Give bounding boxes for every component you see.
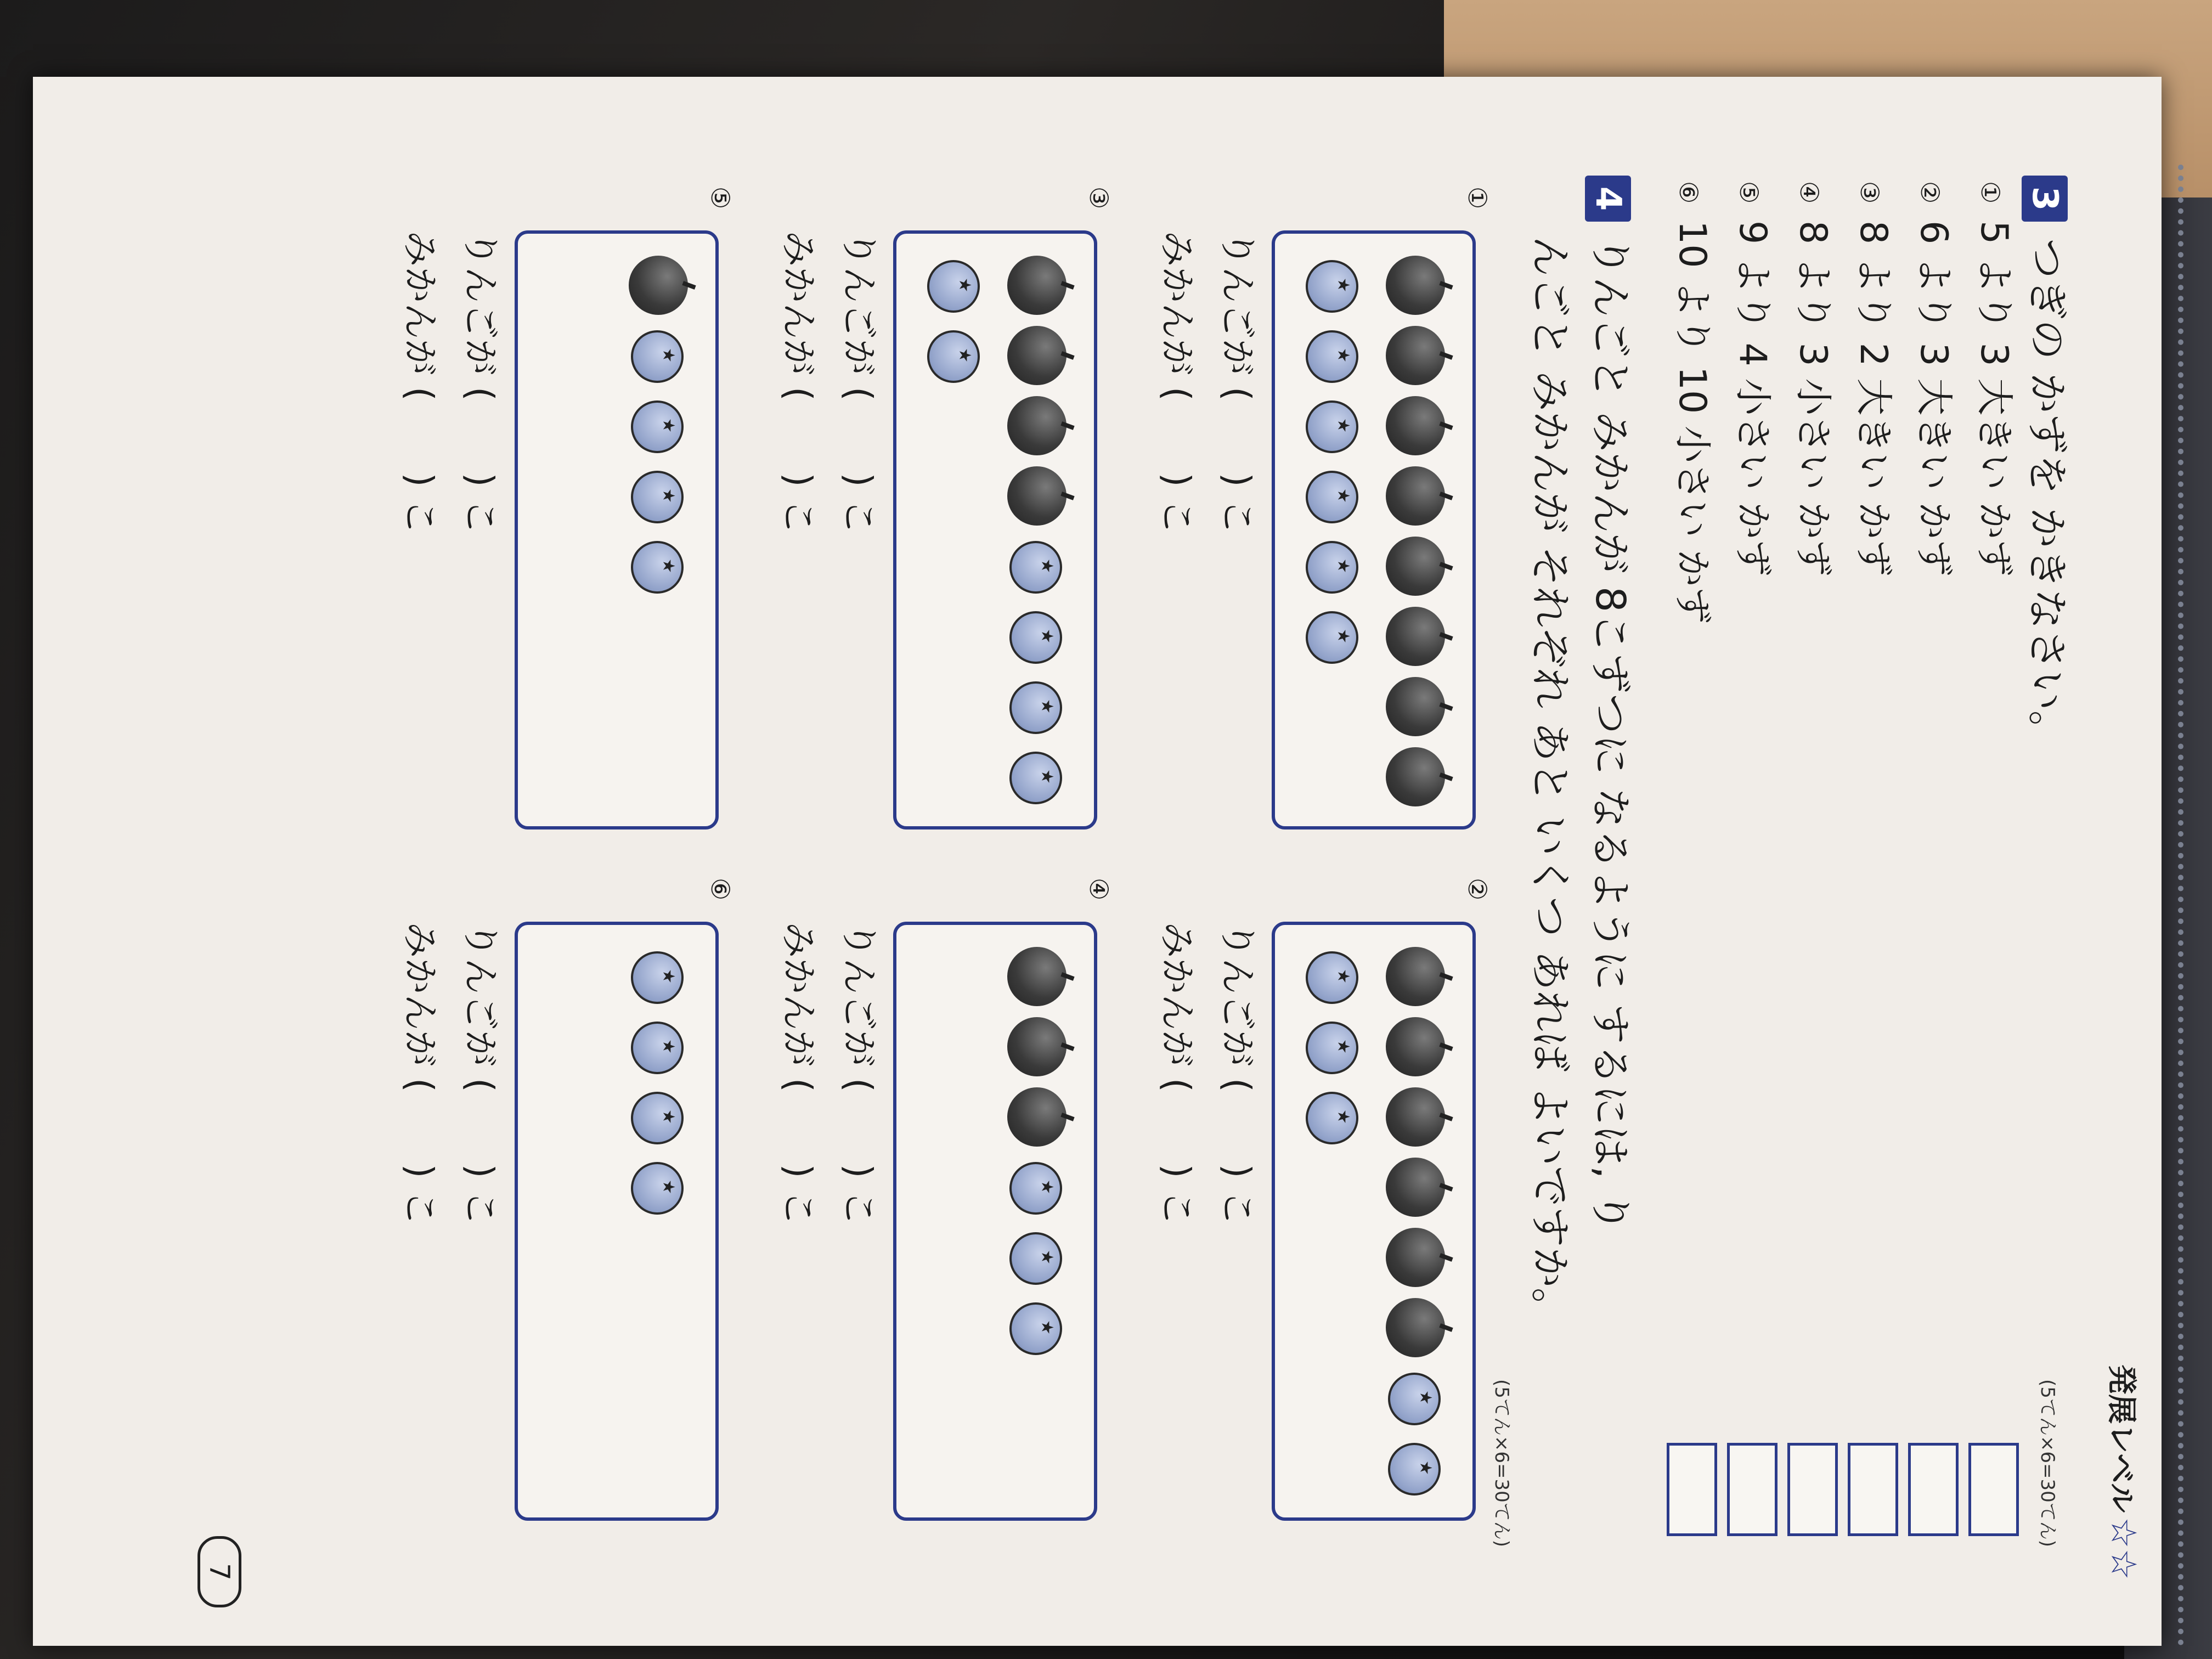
orange-icon (1009, 1162, 1062, 1215)
orange-icon (631, 1092, 684, 1144)
q4-panel-3-number: ③ (1084, 187, 1114, 210)
q4-panel-5-apple-answer[interactable]: りんごが ( ) こ (459, 230, 501, 535)
q4-panel-2-orange-answer[interactable]: みかんが ( ) こ (1156, 922, 1198, 1226)
apple-icon (1007, 1017, 1066, 1076)
q4-panel-6 (515, 922, 719, 1521)
apple-icon (1386, 326, 1445, 385)
apple-icon (1007, 326, 1066, 385)
q4-panel-3-orange-answer[interactable]: みかんが ( ) こ (777, 230, 820, 535)
orange-icon (927, 260, 980, 313)
orange-icon (631, 541, 684, 594)
q4-number-badge: 4 (1585, 176, 1631, 222)
orange-icon (1009, 541, 1062, 594)
apple-icon (1386, 1298, 1445, 1357)
apple-icon (1386, 947, 1445, 1006)
q3-item-4: ④8 より 3 小さい かず (1791, 181, 1835, 577)
apple-icon (1386, 1158, 1445, 1217)
orange-icon (1306, 400, 1358, 453)
orange-icon (631, 471, 684, 523)
level-indicator (2103, 1364, 2145, 1580)
q4-instruction-line2: んごと みかんが それぞれ あと いくつ あれば よいですか。 (1526, 236, 1573, 1329)
q4-panel-4-apple-answer[interactable]: りんごが ( ) こ (838, 922, 880, 1226)
perforation-line (2178, 165, 2183, 1646)
apple-icon (1007, 396, 1066, 455)
q4-panel-2-apple-answer[interactable]: りんごが ( ) こ (1216, 922, 1259, 1226)
apple-icon (1007, 947, 1066, 1006)
q3-item-5: ⑤9 より 4 小さい かず (1731, 181, 1774, 577)
q3-number-badge: 3 (2022, 176, 2068, 222)
q4-panel-4-orange-answer[interactable]: みかんが ( ) こ (777, 922, 820, 1226)
apple-icon (629, 256, 688, 315)
q3-answer-box-3[interactable] (1848, 1443, 1898, 1536)
apple-icon (1386, 1087, 1445, 1147)
q4-panel-6-number: ⑥ (706, 878, 735, 901)
orange-icon (1306, 471, 1358, 523)
apple-icon (1386, 677, 1445, 736)
q3-item-6: ⑥10 より 10 小さい かず (1671, 181, 1714, 624)
q3-answer-box-6[interactable] (1667, 1443, 1717, 1536)
orange-icon (1306, 611, 1358, 664)
q3-heading (2021, 176, 2079, 751)
q4-heading (1520, 176, 1640, 1328)
q4-panel-4-number: ④ (1084, 878, 1114, 901)
q4-instruction-line1: りんごと みかんが 8こずつに なるように するには, り (1587, 236, 1634, 1233)
q3-item-1: ①5 より 3 大きい かず (1972, 181, 2016, 577)
orange-icon (1388, 1373, 1441, 1425)
orange-icon (1306, 1022, 1358, 1074)
star-icon: ☆☆ (2103, 1517, 2143, 1580)
orange-icon (631, 1162, 684, 1215)
orange-icon (1306, 260, 1358, 313)
q4-panel-4 (893, 922, 1097, 1521)
orange-icon (631, 400, 684, 453)
q4-panel-5-orange-answer[interactable]: みかんが ( ) こ (399, 230, 441, 535)
q4-panel-3-apple-answer[interactable]: りんごが ( ) こ (838, 230, 880, 535)
q4-panel-1 (1272, 230, 1476, 830)
orange-icon (927, 330, 980, 383)
apple-icon (1007, 1087, 1066, 1147)
q4-panel-6-orange-answer[interactable]: みかんが ( ) こ (399, 922, 441, 1226)
apple-icon (1386, 1017, 1445, 1076)
q4-panel-5 (515, 230, 719, 830)
q3-item-3: ③8 より 2 大きい かず (1852, 181, 1895, 577)
orange-icon (1306, 541, 1358, 594)
q4-panel-5-number: ⑤ (706, 187, 735, 210)
q3-answer-box-2[interactable] (1908, 1443, 1959, 1536)
orange-icon (1009, 611, 1062, 664)
orange-icon (1009, 681, 1062, 734)
q3-answer-box-1[interactable] (1968, 1443, 2019, 1536)
orange-icon (1306, 1092, 1358, 1144)
orange-icon (1388, 1443, 1441, 1496)
apple-icon (1386, 1228, 1445, 1287)
orange-icon (1009, 1232, 1062, 1285)
q3-answer-box-4[interactable] (1787, 1443, 1838, 1536)
q4-panel-2 (1272, 922, 1476, 1521)
q4-panel-1-apple-answer[interactable]: りんごが ( ) こ (1216, 230, 1259, 535)
q4-panel-2-number: ② (1463, 878, 1492, 901)
page-number: 7 (198, 1536, 241, 1607)
q4-panel-6-apple-answer[interactable]: りんごが ( ) こ (459, 922, 501, 1226)
q3-instruction: つぎの かずを かきなさい。 (2023, 238, 2070, 752)
orange-icon (1306, 330, 1358, 383)
apple-icon (1007, 256, 1066, 315)
orange-icon (1009, 1302, 1062, 1355)
apple-icon (1386, 607, 1445, 666)
q4-panel-1-number: ① (1463, 187, 1492, 210)
q4-panel-1-orange-answer[interactable]: みかんが ( ) こ (1156, 230, 1198, 535)
worksheet-paper (33, 77, 2162, 1646)
q3-points: (5てん×6=30てん) (2036, 1379, 2058, 1547)
level-label: 発展レベル (2104, 1364, 2139, 1513)
worksheet-page (176, 165, 2205, 1646)
orange-icon (631, 951, 684, 1004)
apple-icon (1386, 747, 1445, 806)
orange-icon (1009, 752, 1062, 804)
q4-panel-3 (893, 230, 1097, 830)
q3-item-2: ②6 より 3 大きい かず (1912, 181, 1955, 577)
orange-icon (631, 330, 684, 383)
q4-points: (5てん×6=30てん) (1491, 1379, 1513, 1547)
apple-icon (1386, 256, 1445, 315)
apple-icon (1386, 396, 1445, 455)
orange-icon (1306, 951, 1358, 1004)
apple-icon (1007, 466, 1066, 526)
orange-icon (631, 1022, 684, 1074)
apple-icon (1386, 537, 1445, 596)
apple-icon (1386, 466, 1445, 526)
q3-answer-box-5[interactable] (1727, 1443, 1778, 1536)
